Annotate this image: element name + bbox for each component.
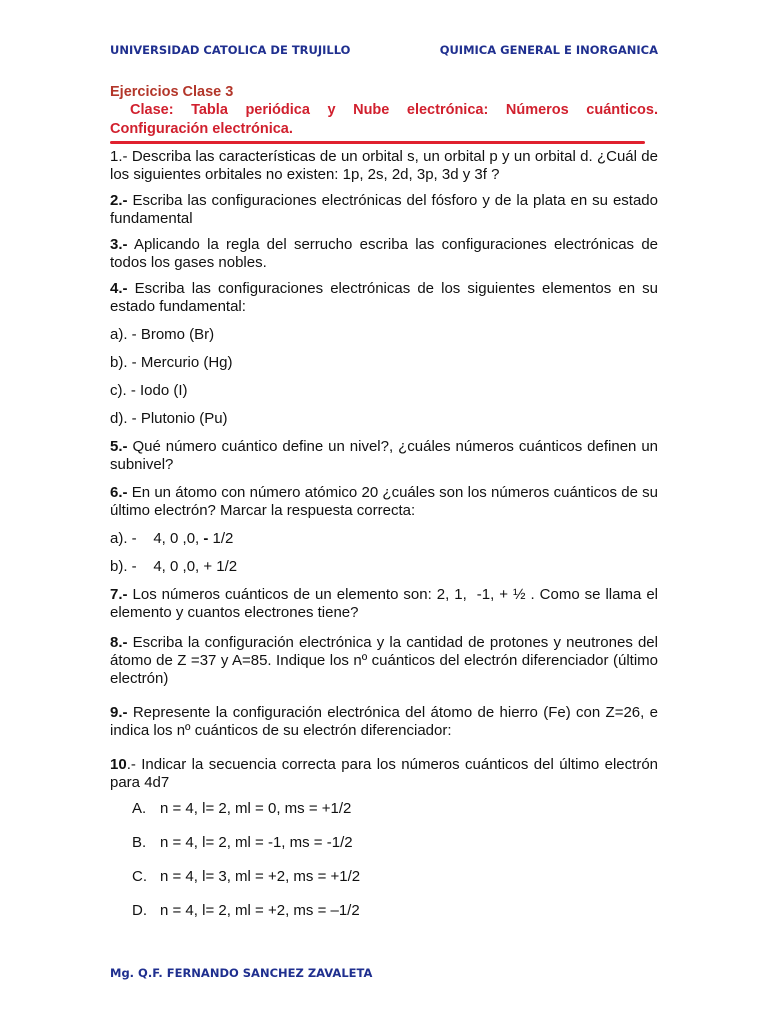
question-3	[110, 236, 658, 272]
question-text: Escriba las configuraciones electrónicas de los siguientes elementos en su estado fundamental:	[110, 280, 658, 315]
option-letter: C.	[132, 868, 147, 885]
university-name: UNIVERSIDAD CATOLICA DE TRUJILLO	[110, 43, 351, 57]
question-6	[110, 484, 658, 520]
page-header	[110, 43, 658, 57]
question-5	[110, 438, 658, 474]
question-number: 6.-	[110, 484, 128, 501]
question-10-options	[132, 800, 658, 920]
question-2	[110, 192, 658, 228]
question-4-option-d: d). - Plutonio (Pu)	[110, 410, 228, 427]
question-text: Escriba las configuraciones electrónicas del fósforo y de la plata en su estado fundamental	[110, 192, 658, 227]
question-4-option-b: b). - Mercurio (Hg)	[110, 354, 233, 371]
question-text: .- Indicar la secuencia correcta para los números cuánticos del último electrón para 4d7	[110, 756, 658, 791]
question-number: 5.-	[110, 438, 128, 455]
question-number: 3.-	[110, 236, 128, 253]
question-number: 10	[110, 756, 127, 773]
class-topic-continued: Configuración electrónica.	[110, 121, 293, 137]
question-text: Qué número cuántico define un nivel?, ¿cuáles números cuánticos definen un subnivel?	[110, 438, 658, 473]
question-4-option-a: a). - Bromo (Br)	[110, 326, 215, 343]
option-text: n = 4, l= 3, ml = +2, ms = +1/2	[160, 868, 361, 885]
option-text: 1/2	[208, 530, 234, 547]
answer-option-c	[132, 868, 658, 886]
document-body	[110, 84, 663, 936]
question-number: 7.-	[110, 586, 128, 603]
question-number: 2.-	[110, 192, 128, 209]
answer-option-b	[132, 834, 658, 852]
question-1: 1.- Describa las características de un orbital s, un orbital p y un orbital d. ¿Cuál de los siguientes orbitales no existen: 1p, 2s, 2d, 3p, 3d y 3f ?	[110, 148, 658, 183]
question-number: 9.-	[110, 704, 128, 721]
question-9	[110, 704, 658, 740]
question-number: 4.-	[110, 280, 128, 297]
class-topic: Clase: Tabla periódica y Nube electrónica: Números cuánticos.	[130, 102, 658, 118]
question-8	[110, 634, 658, 688]
question-4-option-c: c). - Iodo (I)	[110, 382, 188, 399]
exercise-title: Ejercicios Clase 3	[110, 84, 234, 100]
title-divider	[110, 141, 645, 144]
question-text: Escriba la configuración electrónica y la cantidad de protones y neutrones del átomo de Z =37 y A=85. Indique los nº cuánticos del electrón diferenciador (último electrón)	[110, 634, 658, 687]
question-10	[110, 756, 658, 792]
question-text: Aplicando la regla del serrucho escriba las configuraciones electrónicas de todos los gases nobles.	[110, 236, 658, 271]
page-footer: Mg. Q.F. FERNANDO SANCHEZ ZAVALETA	[110, 966, 373, 980]
question-number: 8.-	[110, 634, 128, 651]
course-name: QUIMICA GENERAL E INORGANICA	[439, 43, 658, 57]
question-4	[110, 280, 658, 316]
option-sign: -	[203, 530, 209, 547]
option-text: n = 4, l= 2, ml = -1, ms = -1/2	[160, 834, 353, 851]
question-text: En un átomo con número atómico 20 ¿cuáles son los números cuánticos de su último electrón? Marcar la respuesta correcta:	[110, 484, 658, 519]
question-6-option-b: b). - 4, 0 ,0, + 1/2	[110, 558, 238, 575]
answer-option-a	[132, 800, 658, 818]
question-6-option-a	[110, 530, 658, 548]
option-text: a). - 4, 0 ,0,	[110, 530, 204, 547]
option-letter: D.	[132, 902, 147, 919]
question-7	[110, 586, 663, 622]
option-text: n = 4, l= 2, ml = +2, ms = –1/2	[160, 902, 360, 919]
answer-option-d	[132, 902, 658, 920]
question-text: Represente la configuración electrónica del átomo de hierro (Fe) con Z=26, e indica los nº cuánticos de su electrón diferenciador:	[110, 704, 658, 739]
option-text: n = 4, l= 2, ml = 0, ms = +1/2	[160, 800, 352, 817]
option-letter: A.	[132, 800, 147, 817]
option-letter: B.	[132, 834, 147, 851]
question-text: Los números cuánticos de un elemento son: 2, 1, -1, + ½ . Como se llama el elemento y cuantos electrones tiene?	[110, 586, 663, 621]
